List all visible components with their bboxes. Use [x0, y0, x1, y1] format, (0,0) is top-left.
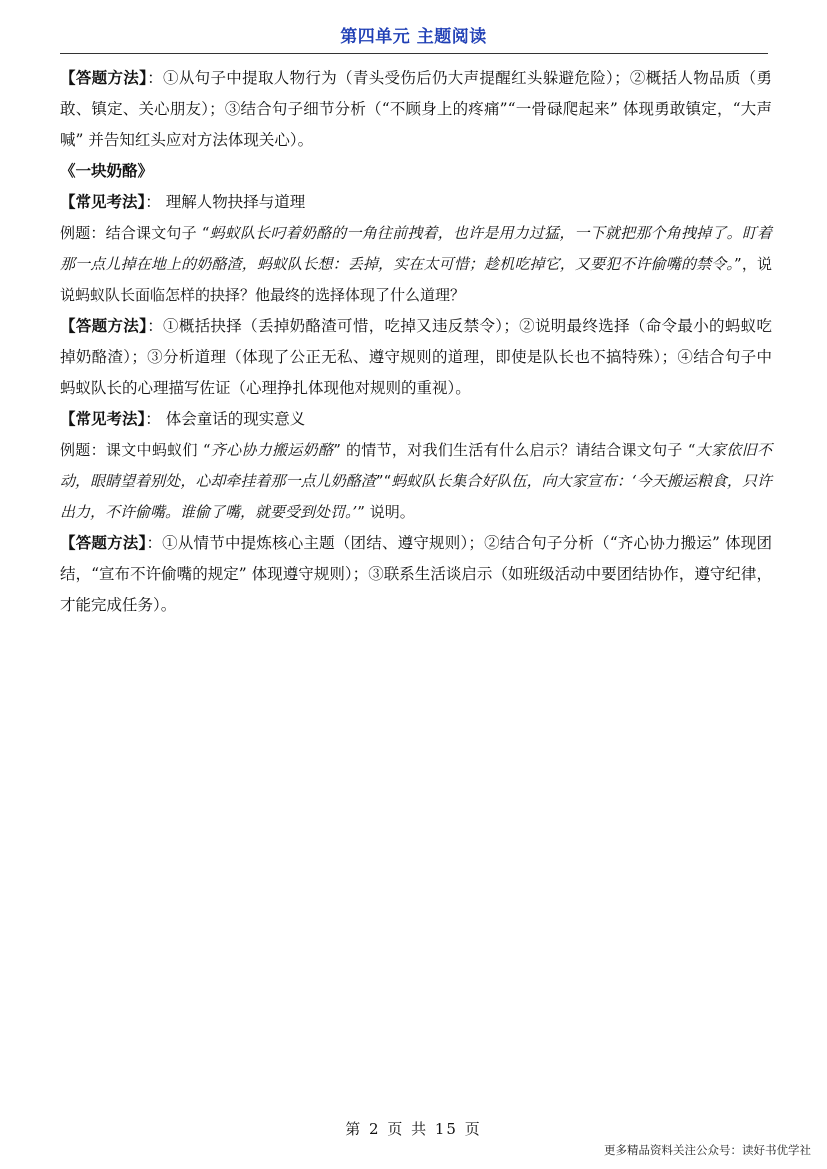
- common-question-paragraph-1: [60, 187, 772, 218]
- answer-method-text: ：①概括抉择（丢掉奶酪渣可惜，吃掉又违反禁令）；②说明最终选择（命令最小的蚂蚁吃掉奶酪渣）；③分析道理（体现了公正无私、遵守规则的道理，即使是队长也不搞特殊）；④结合句子中蚂蚁队长的心理描写佐证（心理挣扎体现他对规则的重视）。: [60, 317, 772, 397]
- answer-method-label: 【答题方法】: [60, 534, 147, 552]
- document-body: [60, 63, 772, 621]
- example-prefix: 例题：课文中蚂蚁们 “: [60, 441, 211, 459]
- example-quote: 蚂蚁队长集合好队伍，向大家宣布：‘今天搬运粮食，只许出力，不许偷嘴。谁偷了嘴，就要受到处罚。’: [60, 472, 772, 521]
- example-mid: ”“: [375, 472, 392, 490]
- example-prefix: 例题：结合课文句子 “: [60, 224, 210, 242]
- page-header-title: 第四单元 主题阅读: [340, 27, 487, 47]
- answer-method-text: ：①从情节中提炼核心主题（团结、遵守规则）；②结合句子分析（“齐心协力搬运” 体现团结，“宣布不许偷嘴的规定” 体现遵守规则）；③联系生活谈启示（如班级活动中要团结协作，遵守纪律，才能完成任务）。: [60, 534, 772, 614]
- footer-promo-note: 更多精品资料关注公众号：读好书优学社: [604, 1143, 811, 1157]
- example-quote: 蚂蚁队长叼着奶酪的一角往前拽着，也许是用力过猛，一下就把那个角拽掉了。盯着那一点儿掉在地上的奶酪渣，蚂蚁队长想：丢掉，实在太可惜；趁机吃掉它，又要犯不许偷嘴的禁令。: [60, 224, 772, 273]
- common-question-text: ： 理解人物抉择与道理: [145, 193, 306, 211]
- answer-method-paragraph-2: [60, 311, 772, 404]
- common-question-text: ： 体会童话的现实意义: [145, 410, 306, 428]
- answer-method-paragraph-3: [60, 528, 772, 621]
- example-suffix: ” 说明。: [357, 503, 415, 521]
- example-question-2: [60, 435, 772, 528]
- section-title-cheese: 《一块奶酪》: [60, 162, 154, 180]
- example-suffix: ”，说说蚂蚁队长面临怎样的抉择？他最终的选择体现了什么道理？: [60, 255, 772, 304]
- common-question-label: 【常见考法】: [60, 193, 146, 211]
- common-question-paragraph-2: [60, 404, 772, 435]
- answer-method-label: 【答题方法】: [60, 69, 148, 87]
- page-number: 第 2 页 共 15 页: [345, 1120, 482, 1138]
- example-question-1: [60, 218, 772, 311]
- example-quote: 齐心协力搬运奶酪: [210, 441, 334, 459]
- answer-method-paragraph-1: [60, 63, 772, 156]
- example-quote: 大家依旧不动，眼睛望着别处，心却牵挂着那一点儿奶酪渣: [60, 441, 772, 490]
- answer-method-label: 【答题方法】: [60, 317, 148, 335]
- header-divider: [60, 53, 768, 54]
- answer-method-text: ：①从句子中提取人物行为（青头受伤后仍大声提醒红头躲避危险）；②概括人物品质（勇敢、镇定、关心朋友）；③结合句子细节分析（“不顾身上的疼痛”“一骨碌爬起来” 体现勇敢镇定，“大声喊” 并告知红头应对方法体现关心）。: [60, 69, 772, 149]
- example-mid: ” 的情节，对我们生活有什么启示？请结合课文句子 “: [333, 441, 696, 459]
- common-question-label: 【常见考法】: [60, 410, 146, 428]
